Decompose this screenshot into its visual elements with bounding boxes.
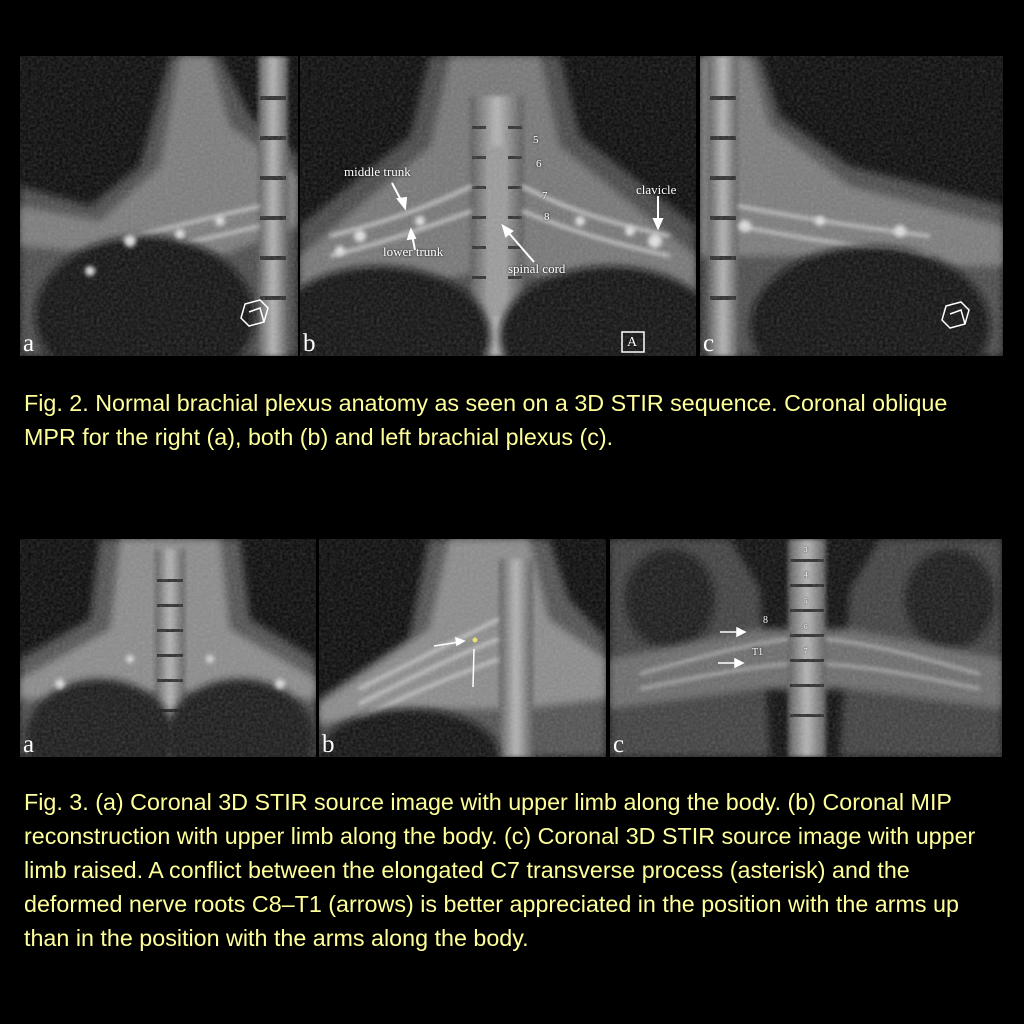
label-clavicle: clavicle (636, 182, 677, 197)
vertebra-number-3: 3 (804, 546, 808, 554)
orientation-cube-letter: A (627, 335, 638, 350)
vertebra-number-4: 4 (804, 571, 808, 579)
vertebra-number-5: 5 (804, 597, 808, 605)
fig2-panel-c-letter: c (703, 330, 715, 356)
fig2-panel-a-mri-image (20, 56, 298, 356)
fig2-panel-c-mri-image (700, 56, 1003, 356)
label-lower-trunk: lower trunk (383, 244, 444, 259)
root-label-t1: T1 (752, 647, 764, 658)
vertebra-number-5: 5 (533, 134, 539, 146)
vertebra-number-8: 8 (544, 211, 550, 223)
fig3-caption: Fig. 3. (a) Coronal 3D STIR source image with upper limb along the body. (b) Coronal MIP reconstruction with upper limb along the body. (c) Coronal 3D STIR source image with upper limb raised. A conflict between the elongated C7 transverse process (asterisk) and the deformed nerve roots C8–T1 (arrows) is better appreciated in the position with the arms up than in the position with the arms along the body. (24, 789, 976, 951)
fig2-caption: Fig. 2. Normal brachial plexus anatomy as seen on a 3D STIR sequence. Coronal oblique MPR for the right (a), both (b) and left brachial plexus (c). (24, 390, 948, 450)
vertebra-number-6: 6 (536, 158, 542, 170)
fig3-panel-a-letter: a (23, 731, 35, 757)
label-middle-trunk: middle trunk (344, 164, 411, 179)
label-spinal-cord: spinal cord (508, 261, 566, 276)
fig2-panel-b-mri-image (300, 56, 696, 356)
vertebra-number-6: 6 (804, 623, 808, 631)
root-label-8: 8 (763, 615, 768, 626)
fig3-panel-b-letter: b (322, 731, 335, 757)
fig3-panel-c-letter: c (613, 731, 625, 757)
fig3-panel-a-mri-image (20, 539, 316, 757)
fig2-panel-a-letter: a (23, 330, 35, 356)
vertebra-number-7: 7 (542, 190, 548, 202)
vertebra-number-7: 7 (804, 647, 808, 655)
fig2-panel-b-letter: b (303, 330, 316, 356)
fig3-panel-b-mri-image (319, 539, 606, 757)
fig3-panel-c-mri-image (610, 539, 1002, 757)
